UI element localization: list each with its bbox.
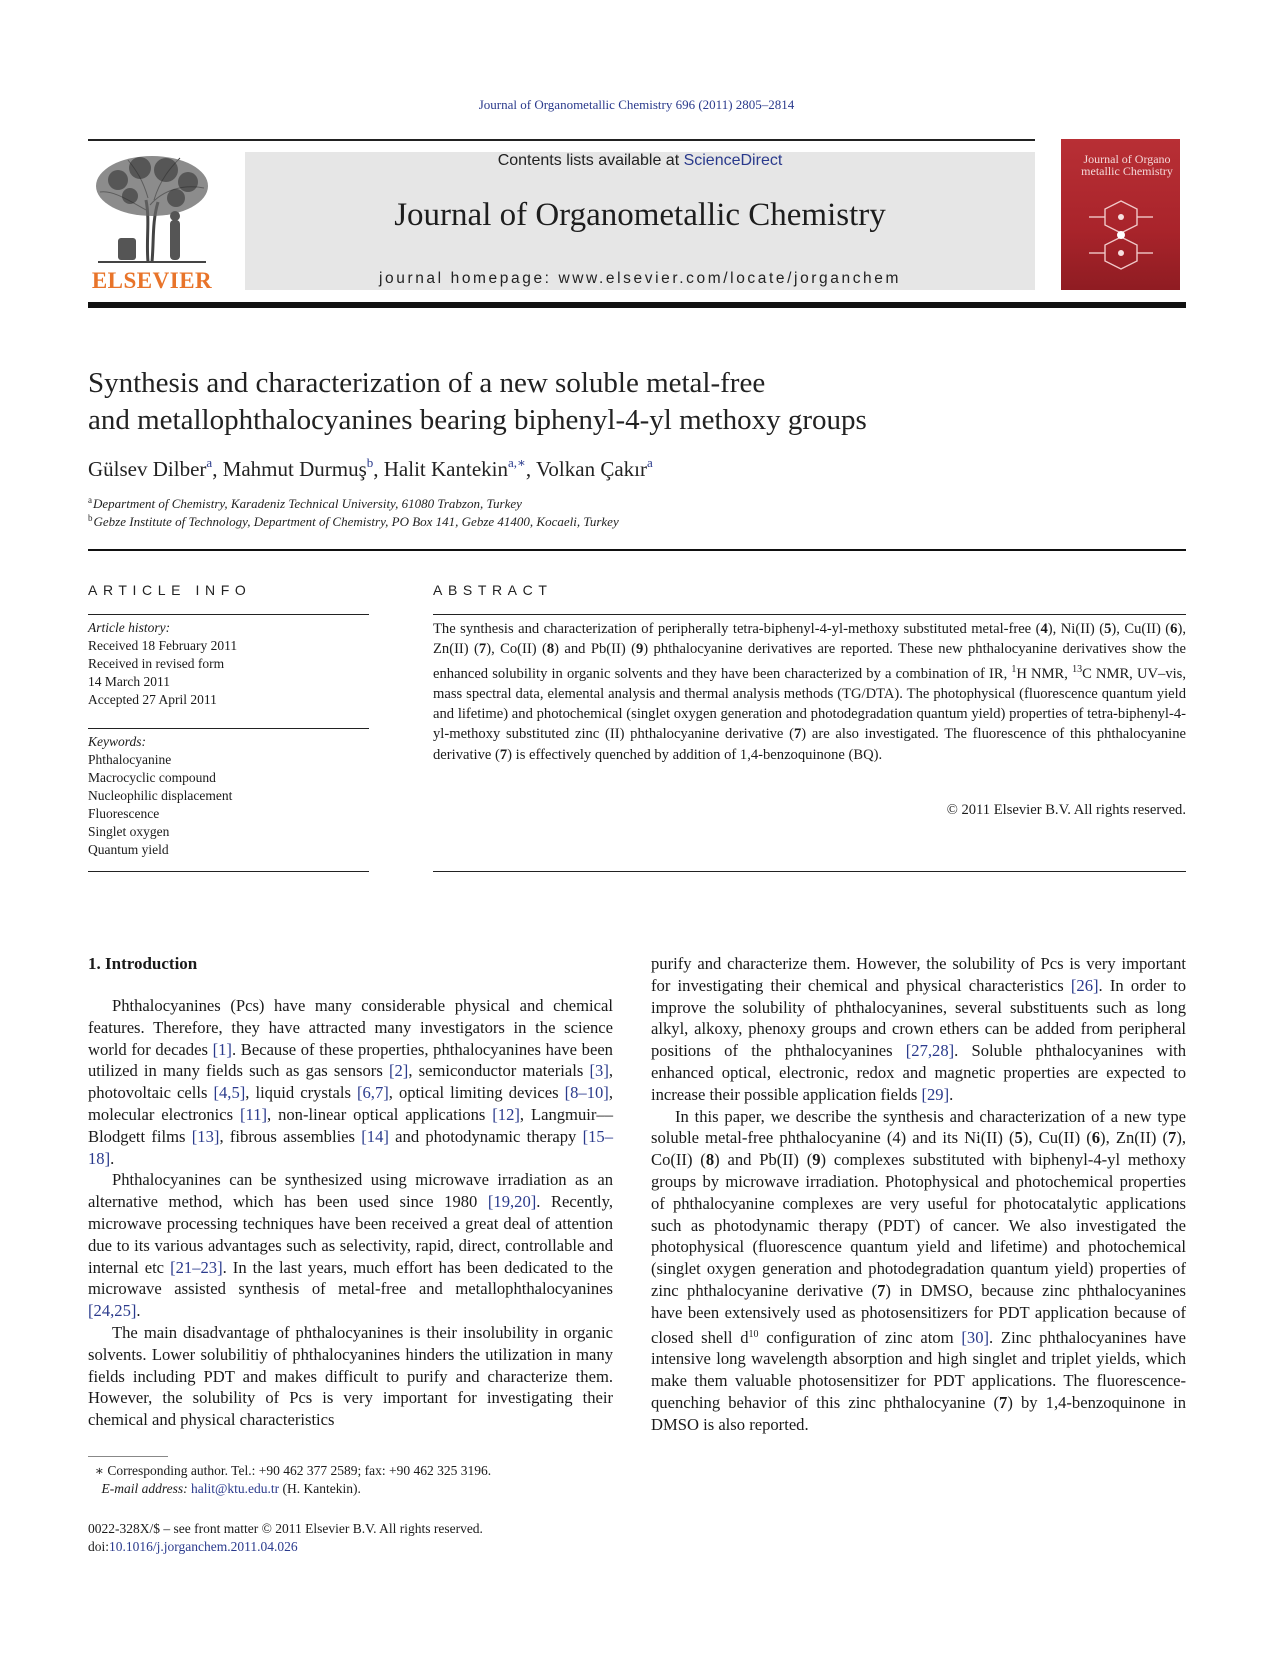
author-name: Volkan Çakır (535, 457, 647, 481)
reference-link[interactable]: [3] (589, 1061, 609, 1081)
abstract-text (433, 619, 1186, 765)
compound-number: 7 (793, 726, 802, 743)
text: ) complexes substituted with biphenyl-4-yl methoxy groups by microwave irradiation. Photophysical and photochemical properties of phthalocyanine complexes are very useful for photocatalytic applications such as photodynamic therapy (PDT) of cancer. We also investigated the photophysical (fluorescence quantum yield and lifetime) and photochemical (singlet oxygen generation and photodegradation quantum yield) properties of zinc phthalocyanine derivative ( (651, 1150, 1186, 1300)
text: . Recently, microwave processing techniques have been received a great deal of attention due to its various advantages such as selectivity, rapid, direct, controllable and internal etc (88, 1192, 613, 1277)
keyword: Quantum yield (88, 842, 169, 857)
text: , molecular electronics (88, 1083, 613, 1124)
superscript: 1 (1011, 663, 1017, 675)
text: , Langmuir––Blodgett films (88, 1104, 613, 1146)
text: purify and characterize them. However, the solubility of Pcs is very important for investigating their chemical and physical characteristics (651, 954, 1186, 995)
compound-number: 5 (1104, 621, 1112, 637)
author-list: Gülsev Dilber$^a$, Mahmut Durmuş$^b$, Halit Kantekin$^{a,∗}$, Volkan Çakır$^a$ (88, 455, 653, 481)
text: ) and Pb(II) ( (714, 1150, 813, 1170)
text: and photodynamic therapy (388, 1126, 583, 1146)
affiliation-text: Department of Chemistry, Karadeniz Technical University, 61080 Trabzon, Turkey (93, 496, 522, 511)
text: , liquid crystals (245, 1083, 357, 1103)
compound-number: 7 (877, 1280, 886, 1300)
sciencedirect-link[interactable]: ScienceDirect (683, 152, 783, 169)
affiliation-a (88, 495, 522, 512)
keywords (88, 733, 369, 859)
footnote-mark: ∗ (94, 1463, 104, 1478)
elsevier-logo-text: ELSEVIER (91, 268, 213, 293)
compound-number: 7 (999, 1392, 1008, 1412)
text: The main disadvantage of phthalocyanines is their insolubility in organic solvents. Lower solubilitiy of phthalocyanines hinders the utilization in many fields including PDT and makes difficult to purify and characterize them. However, the solubility of Pcs is very important for investigating their chemical and physical characteristics (88, 1322, 613, 1430)
reference-link[interactable]: [27,28] (905, 1041, 955, 1061)
body-column-right (651, 953, 1186, 1436)
section-rule (88, 549, 1186, 551)
elsevier-tree-icon (88, 150, 216, 268)
text: . Soluble phthalocyanines with enhanced optical, electronic, redox and magnetic properties are expected to increase their possible application fields (651, 1041, 1186, 1104)
history-item: 14 March 2011 (88, 674, 170, 689)
compound-number: 8 (546, 641, 555, 658)
molecule-icon (1079, 197, 1163, 273)
compound-number: 6 (1170, 621, 1178, 637)
text: . Because of these properties, phthalocyanines have been utilized in many fields such as gas sensors (88, 1039, 613, 1081)
reference-link[interactable]: [26] (1070, 975, 1099, 995)
text: ) in DMSO, because zinc phthalocyanines have been extensively used as photosensitizers for PDT application because of closed shell d (651, 1280, 1186, 1347)
journal-name: Journal of Organometallic Chemistry (394, 197, 886, 233)
abstract-span: ) are also investigated. The fluorescence of this phthalocyanine derivative ( (433, 726, 1186, 763)
history-label: Article history: (88, 620, 171, 635)
keyword: Macrocyclic compound (88, 770, 216, 785)
front-matter (88, 1520, 648, 1556)
text: Phthalocyanines can be synthesized using microwave irradiation as an alternative method, which has been used since 1980 (88, 1170, 613, 1212)
compound-number: 4 (1040, 621, 1048, 637)
compound-number: 7 (1168, 1128, 1177, 1148)
compound-number: 5 (1014, 1128, 1023, 1148)
keyword: Fluorescence (88, 806, 160, 821)
abstract-heading: ABSTRACT (433, 582, 553, 598)
reference-link[interactable]: [19,20] (487, 1192, 537, 1212)
paragraph (88, 1169, 613, 1322)
author-affiliation-mark[interactable]: b (366, 455, 374, 470)
paragraph (88, 1322, 613, 1430)
email-label: E-mail address: (101, 1481, 191, 1496)
text: . In the last years, much effort has been dedicated to the microwave assisted synthesis of metal-free and metallophthalocyanines (88, 1257, 613, 1299)
title-line-2: and metallophthalocyanines bearing biphenyl-4-yl methoxy groups (88, 404, 867, 436)
abstract-rule (433, 871, 1186, 872)
reference-link[interactable]: [4,5] (213, 1083, 246, 1103)
reference-link[interactable]: [6,7] (356, 1083, 389, 1103)
corresponding-author-footnote (88, 1462, 648, 1498)
text: Phthalocyanines (Pcs) have many considerable physical and chemical features. Therefore, they have attracted many investigators in the science world for decades (88, 996, 613, 1059)
affiliation-text: Gebze Institute of Technology, Department of Chemistry, PO Box 141, Gebze 41400, Kocaeli, Turkey (93, 514, 619, 529)
reference-link[interactable]: [14] (361, 1126, 389, 1146)
text: ) by 1,4-benzoquinone in DMSO is also reported. (651, 1392, 1186, 1434)
abstract-span: C NMR, UV–vis, mass spectral data, elemental analysis and thermal analysis methods (TG/DTA). The photophysical (fluorescence quantum yield and lifetime) and photochemical (singlet oxygen generation and photodegradation quantum yield) properties of tetra-biphenyl-4-yl-methoxy substituted zinc (II) phthalocyanine derivative ( (433, 665, 1187, 743)
affiliation-mark: b (88, 513, 93, 523)
superscript: 10 (748, 1328, 759, 1340)
author-affiliation-mark[interactable]: a (647, 455, 653, 470)
abstract-copyright: © 2011 Elsevier B.V. All rights reserved. (946, 802, 1186, 818)
abstract-span: ) and Pb(II) ( (554, 641, 636, 658)
text: ), Cu(II) ( (1022, 1128, 1092, 1148)
article-history (88, 619, 369, 709)
info-rule (88, 871, 369, 872)
abstract-rule (433, 614, 1186, 615)
compound-number: 9 (812, 1150, 821, 1170)
text: , non-linear optical applications (267, 1104, 493, 1124)
cover-title: Journal of Organo metallic Chemistry (1081, 152, 1173, 178)
contents-line (245, 152, 1035, 170)
compound-number: 9 (635, 641, 644, 658)
text: ), Zn(II) ( (1100, 1128, 1169, 1148)
reference-link[interactable]: [30] (961, 1327, 990, 1347)
text: . (949, 1084, 954, 1104)
doi-link[interactable]: 10.1016/j.jorganchem.2011.04.026 (109, 1539, 298, 1554)
info-rule (88, 614, 369, 615)
text: . In order to improve the solubility of phthalocyanines, several substituents such as long alkyl, alkoxy, phenoxy groups and crown ethers can be added from peripheral positions of the phthalocyanines (651, 975, 1186, 1061)
reference-link[interactable]: [8–10] (564, 1083, 609, 1103)
author-affiliation-mark[interactable]: a (206, 455, 213, 470)
reference-link[interactable]: [21–23] (170, 1257, 223, 1277)
abstract-span: ), Co(II) ( (486, 641, 547, 658)
abstract-span: ), Cu(II) ( (1111, 621, 1171, 637)
paragraph (651, 1106, 1186, 1436)
reference-link[interactable]: [2] (388, 1061, 409, 1081)
article-title (88, 365, 1188, 439)
reference-link[interactable]: [1] (212, 1039, 232, 1059)
author-name: Gülsev Dilber (88, 457, 207, 481)
elsevier-logo[interactable] (88, 150, 216, 296)
introduction-heading: 1. Introduction (88, 954, 198, 973)
keyword: Nucleophilic displacement (88, 788, 233, 803)
text: In this paper, we describe the synthesis and characterization of a new type soluble metal-free phthalocyanine (4) and its Ni(II) ( (651, 1106, 1186, 1148)
reference-link[interactable]: [11] (240, 1104, 268, 1124)
email-link[interactable]: halit@ktu.edu.tr (191, 1481, 280, 1496)
compound-number: 7 (499, 746, 508, 763)
reference-link[interactable]: [12] (492, 1104, 520, 1124)
text: . (136, 1301, 141, 1321)
title-line-1: Synthesis and characterization of a new soluble metal-free (88, 367, 766, 399)
abstract-span: ), Zn(II) ( (433, 621, 1186, 658)
keyword: Singlet oxygen (88, 824, 170, 839)
article-info-heading: ARTICLE INFO (88, 582, 252, 598)
history-item: Received 18 February 2011 (88, 638, 238, 653)
contents-prefix: Contents lists available at (497, 152, 684, 169)
doi-label: doi: (88, 1539, 110, 1554)
reference-link[interactable]: [24,25] (88, 1301, 137, 1321)
history-item: Received in revised form (88, 656, 225, 671)
abstract-span: ) phthalocyanine derivatives are reported. These new phthalocyanine derivatives show the enhanced solubility in organic solvents and they have been characterized by a combination of IR, (433, 641, 1186, 682)
text: , photovoltaic cells (88, 1061, 614, 1103)
abstract-span: The synthesis and characterization of peripherally tetra-biphenyl-4-yl-methoxy substituted metal-free ( (433, 621, 1041, 637)
text: , fibrous assemblies (219, 1126, 362, 1146)
footnote-rule (88, 1456, 168, 1457)
text: , optical limiting devices (388, 1083, 565, 1103)
reference-link[interactable]: [29] (921, 1084, 950, 1104)
reference-link[interactable]: [13] (191, 1126, 220, 1146)
affiliation-b (88, 513, 619, 530)
text: configuration of zinc atom (758, 1327, 962, 1347)
header-rule (88, 139, 1035, 141)
info-rule (88, 728, 369, 729)
superscript: 13 (1072, 663, 1083, 675)
abstract-span: H NMR, (1016, 665, 1073, 682)
reference-link[interactable]: [15–18] (88, 1126, 614, 1168)
text: . (110, 1148, 115, 1168)
history-item: Accepted 27 April 2011 (88, 692, 217, 707)
text: . Zinc phthalocyanines have intensive long wavelength absorption and high singlet and triplet yields, which make them valuable photosensitizer for PDT applications. The fluorescence-quenching behavior of this zinc phthalocyanine ( (651, 1327, 1187, 1412)
journal-cover[interactable] (1061, 139, 1180, 290)
paragraph-continued (651, 953, 1186, 1106)
author-name: Halit Kantekin (383, 457, 508, 481)
abstract-span: ), Ni(II) ( (1047, 621, 1105, 637)
email-suffix: (H. Kantekin). (279, 1481, 361, 1496)
journal-banner (245, 152, 1035, 290)
abstract-span: ) is effectively quenched by addition of 1,4-benzoquinone (BQ). (507, 746, 883, 763)
header-thick-rule (88, 302, 1186, 308)
text: , semiconductor materials (408, 1061, 590, 1081)
author-affiliation-mark[interactable]: a,∗ (507, 455, 526, 470)
keywords-label: Keywords: (88, 734, 146, 749)
affiliation-mark: a (88, 495, 92, 505)
footnote-text: Corresponding author. Tel.: +90 462 377 2589; fax: +90 462 325 3196. (103, 1463, 492, 1478)
text: ), Co(II) ( (651, 1128, 1187, 1170)
front-matter-text: 0022-328X/$ – see front matter © 2011 Elsevier B.V. All rights reserved. (88, 1521, 483, 1536)
journal-citation[interactable]: Journal of Organometallic Chemistry 696 (2011) 2805–2814 (478, 97, 795, 112)
journal-homepage[interactable]: journal homepage: www.elsevier.com/locate/jorganchem (378, 270, 902, 287)
author-name: Mahmut Durmuş (222, 457, 367, 481)
paragraph (88, 995, 613, 1169)
compound-number: 7 (478, 641, 487, 658)
body-column-left (88, 995, 614, 1430)
keyword: Phthalocyanine (88, 752, 172, 767)
compound-number: 8 (705, 1150, 715, 1170)
compound-number: 6 (1091, 1128, 1101, 1148)
